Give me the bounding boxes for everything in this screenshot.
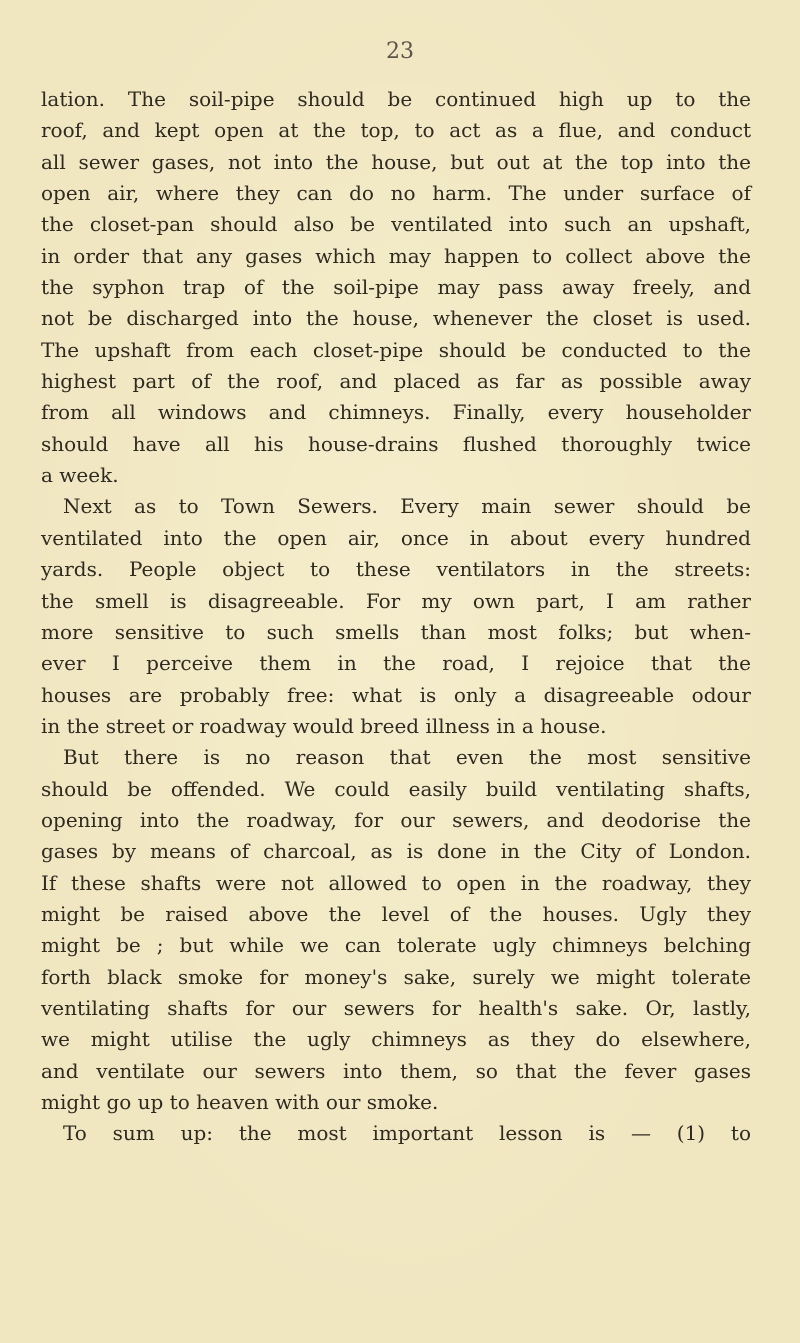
text-line: should be offended. We could easily build ventilating shafts, [41, 776, 751, 801]
text-line: ventilated into the open air, once in about every hundred [41, 525, 751, 550]
text-line: in the street or roadway would breed illness in a house. [41, 713, 607, 738]
text-line: should have all his house-drains flushed thoroughly twice [41, 431, 751, 456]
text-line: Next as to Town Sewers. Every main sewer should be [63, 494, 751, 519]
text-line: highest part of the roof, and placed as far as possible away [41, 369, 751, 394]
text-line: in order that any gases which may happen to collect above the [41, 243, 751, 268]
text-line: the smell is disagreeable. For my own part, I am rather [41, 588, 751, 613]
page-number: 23 [386, 39, 414, 64]
text-line: a week. [41, 463, 119, 488]
text-line: The upshaft from each closet-pipe should be conducted to the [41, 337, 751, 362]
text-line: houses are probably free: what is only a disagreeable odour [41, 682, 751, 707]
text-line: the syphon trap of the soil-pipe may pass away freely, and [41, 275, 751, 300]
text-line: forth black smoke for money's sake, surely we might tolerate [41, 964, 751, 989]
text-line: roof, and kept open at the top, to act as a flue, and conduct [41, 118, 751, 143]
text-line: and ventilate our sewers into them, so that the fever gases [41, 1058, 751, 1083]
text-line: from all windows and chimneys. Finally, every householder [41, 400, 751, 425]
text-line: ever I perceive them in the road, I rejoice that the [41, 651, 751, 676]
text-line: open air, where they can do no harm. The under surface of [41, 181, 751, 206]
body-text [41, 84, 751, 1150]
text-line: more sensitive to such smells than most folks; but when- [41, 619, 751, 644]
text-line: opening into the roadway, for our sewers, and deodorise the [41, 807, 751, 832]
text-line: gases by means of charcoal, as is done in the City of London. [41, 839, 751, 864]
text-line: the closet-pan should also be ventilated into such an upshaft, [41, 212, 751, 237]
text-line: might be ; but while we can tolerate ugly chimneys belching [41, 933, 751, 958]
text-line: yards. People object to these ventilators in the streets: [41, 557, 751, 582]
text-line: To sum up: the most important lesson is — (1) to [63, 1121, 751, 1146]
text-line: ventilating shafts for our sewers for health's sake. Or, lastly, [41, 995, 751, 1020]
text-line: lation. The soil-pipe should be continued high up to the [41, 87, 751, 111]
text-line: might be raised above the level of the houses. Ugly they [41, 901, 751, 926]
text-line: all sewer gases, not into the house, but out at the top into the [41, 149, 751, 174]
text-line: might go up to heaven with our smoke. [41, 1090, 439, 1114]
text-line: not be discharged into the house, whenever the closet is used. [41, 306, 751, 331]
text-line: we might utilise the ugly chimneys as they do elsewhere, [41, 1027, 751, 1052]
text-line: If these shafts were not allowed to open in the roadway, they [41, 870, 751, 895]
text-line: But there is no reason that even the most sensitive [63, 745, 751, 770]
